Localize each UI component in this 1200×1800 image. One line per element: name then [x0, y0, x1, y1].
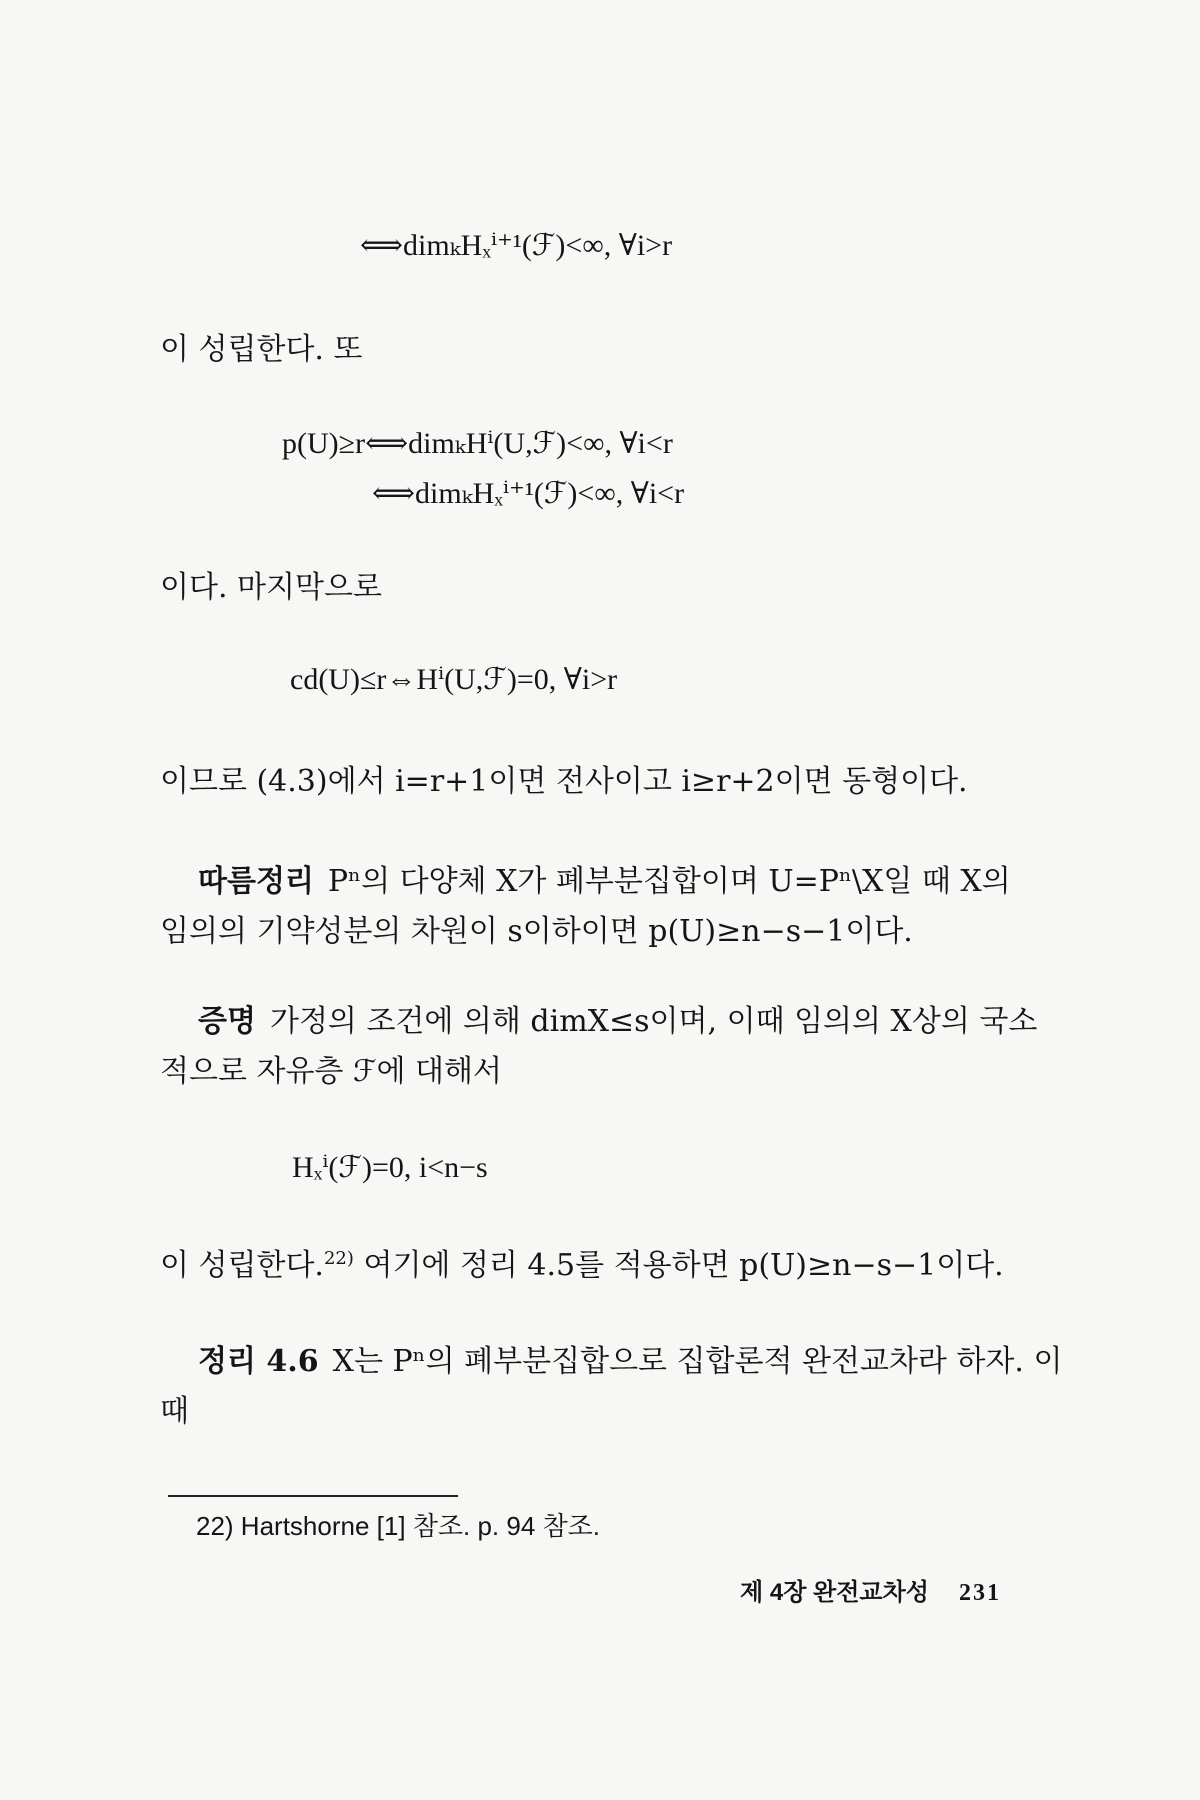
running-head: 제 4장 완전교차성	[740, 1579, 929, 1606]
footnote-marker: 22)	[323, 1248, 354, 1269]
text-line-2-content: 이다. 마지막으로	[160, 570, 382, 605]
text-line-1	[160, 328, 1040, 372]
theorem-label: 정리 4.6	[198, 1344, 319, 1379]
corollary-statement-1: Pⁿ의 다양체 X가 폐부분집합이며 U=Pⁿ\X일 때 X의	[327, 864, 1011, 899]
theorem-statement-2: 때	[160, 1394, 189, 1429]
footnote	[196, 1508, 600, 1544]
proof-line-1	[198, 1000, 1078, 1044]
corollary-line-1	[198, 860, 1078, 904]
corollary-label: 따름정리	[198, 864, 314, 899]
theorem-line-2	[160, 1390, 1040, 1434]
equation-2a-text: p(U)≥r⟺dimₖHⁱ(U,ℱ)<∞, ∀i<r	[282, 427, 673, 460]
footnote-text: 22) Hartshorne [1] 참조. p. 94 참조.	[196, 1511, 600, 1541]
theorem-statement-1: X는 Pⁿ의 폐부분집합으로 집합론적 완전교차라 하자. 이	[332, 1344, 1063, 1379]
equation-1-text: ⟺dimₖHₓⁱ⁺¹(ℱ)<∞, ∀i>r	[360, 229, 673, 262]
page-number: 231	[958, 1580, 1001, 1606]
equation-2b	[372, 474, 684, 514]
text-line-1-content: 이 성립한다. 또	[160, 332, 363, 367]
equation-4-text: Hₓⁱ(ℱ)=0, i<n−s	[292, 1151, 488, 1184]
equation-3-text: cd(U)≤r⇔Hⁱ(U,ℱ)=0, ∀i>r	[290, 663, 618, 696]
equation-4	[292, 1148, 488, 1188]
proof-label: 증명	[198, 1004, 256, 1039]
corollary-line-2	[160, 910, 1040, 954]
corollary-statement-2: 임의의 기약성분의 차원이 s이하이면 p(U)≥n−s−1이다.	[160, 914, 913, 949]
proof-line-2	[160, 1050, 1040, 1094]
page-footer	[740, 1576, 1001, 1610]
footnote-divider	[168, 1495, 458, 1497]
equation-1	[360, 226, 672, 266]
equation-2b-text: ⟺dimₖHₓⁱ⁺¹(ℱ)<∞, ∀i<r	[372, 477, 685, 510]
text-line-2	[160, 566, 1040, 610]
theorem-line-1	[198, 1340, 1078, 1384]
text-line-4-part-a: 이 성립한다.	[160, 1248, 324, 1283]
text-line-3	[160, 760, 1040, 804]
equation-2a	[282, 424, 673, 464]
equation-3	[290, 660, 617, 700]
text-line-4	[160, 1244, 1040, 1288]
proof-statement-2: 적으로 자유층 ℱ에 대해서	[160, 1054, 502, 1089]
proof-statement-1: 가정의 조건에 의해 dimX≤s이며, 이때 임의의 X상의 국소	[269, 1004, 1038, 1039]
text-line-4-part-b: 여기에 정리 4.5를 적용하면 p(U)≥n−s−1이다.	[353, 1248, 1004, 1283]
text-line-3-content: 이므로 (4.3)에서 i=r+1이면 전사이고 i≥r+2이면 동형이다.	[160, 764, 968, 799]
